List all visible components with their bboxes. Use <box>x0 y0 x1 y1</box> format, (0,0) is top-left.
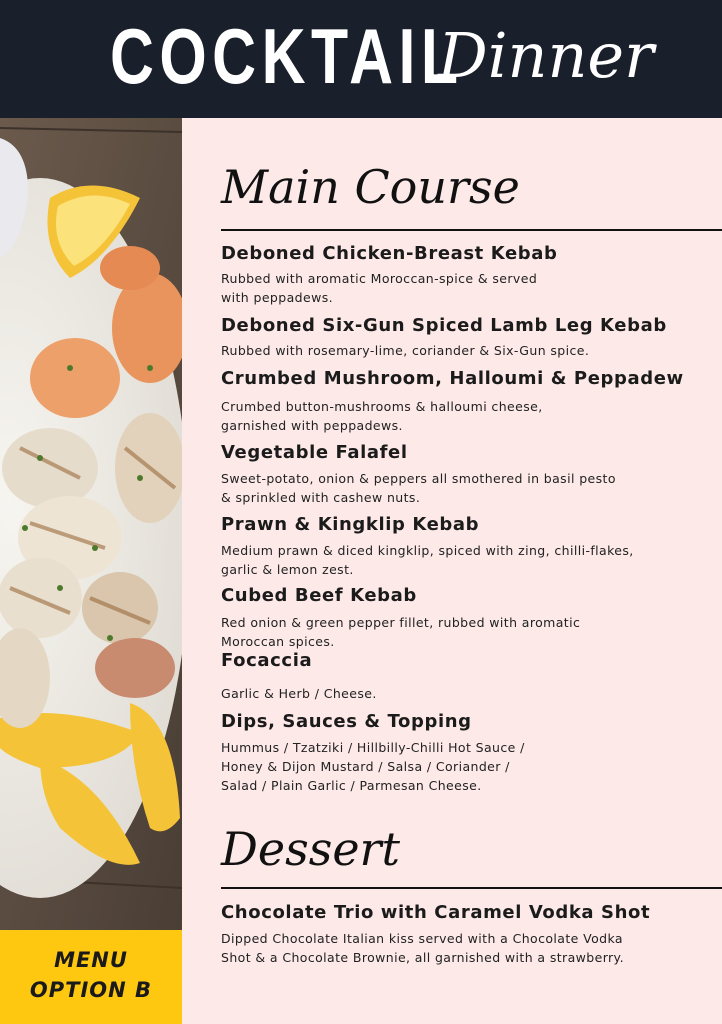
page-header <box>0 0 722 118</box>
menu-item-name: Chocolate Trio with Caramel Vodka Shot <box>221 902 651 923</box>
section-title-dessert: Dessert <box>221 822 401 876</box>
menu-item-name: Vegetable Falafel <box>221 442 408 463</box>
title-dinner: Dinner <box>438 19 654 92</box>
menu-item-description: Garlic & Herb / Cheese. <box>221 686 377 701</box>
menu-item-description: Hummus / Tzatziki / Hillbilly-Chilli Hot Sauce / Honey & Dijon Mustard / Salsa / Coriander / Salad / Plain Garlic / Parmesan Cheese. <box>221 740 525 793</box>
menu-item-name: Cubed Beef Kebab <box>221 585 417 606</box>
menu-option-badge <box>0 930 182 1024</box>
menu-item-name: Deboned Chicken-Breast Kebab <box>221 243 558 264</box>
divider <box>221 887 722 889</box>
divider <box>221 229 722 231</box>
menu-item-name: Focaccia <box>221 650 313 671</box>
menu-item-description: Red onion & green pepper fillet, rubbed with aromatic Moroccan spices. <box>221 615 581 649</box>
menu-item-name: Dips, Sauces & Topping <box>221 711 472 732</box>
food-photo <box>0 118 182 930</box>
title-cocktail: COCKTAIL <box>110 12 464 100</box>
badge-line-menu: MENU <box>54 948 128 972</box>
menu-item-name: Prawn & Kingklip Kebab <box>221 514 480 535</box>
section-title-main-course: Main Course <box>221 160 520 214</box>
menu-item-description: Rubbed with aromatic Moroccan-spice & served with peppadews. <box>221 271 538 305</box>
menu-item-description: Dipped Chocolate Italian kiss served with a Chocolate Vodka Shot & a Chocolate Brownie, all garnished with a strawberry. <box>221 931 624 965</box>
badge-line-option: OPTION B <box>29 978 153 1002</box>
menu-item-description: Rubbed with rosemary-lime, coriander & Six-Gun spice. <box>221 343 590 358</box>
menu-item-description: Medium prawn & diced kingklip, spiced with zing, chilli-flakes, garlic & lemon zest. <box>221 543 634 577</box>
menu-item-description: Sweet-potato, onion & peppers all smothered in basil pesto & sprinkled with cashew nuts. <box>221 471 616 505</box>
menu-item-description: Crumbed button-mushrooms & halloumi cheese, garnished with peppadews. <box>221 399 543 433</box>
menu-item-name: Crumbed Mushroom, Halloumi & Peppadew <box>221 368 684 389</box>
menu-item-name: Deboned Six-Gun Spiced Lamb Leg Kebab <box>221 315 667 336</box>
seafood-platter-icon <box>0 118 182 930</box>
